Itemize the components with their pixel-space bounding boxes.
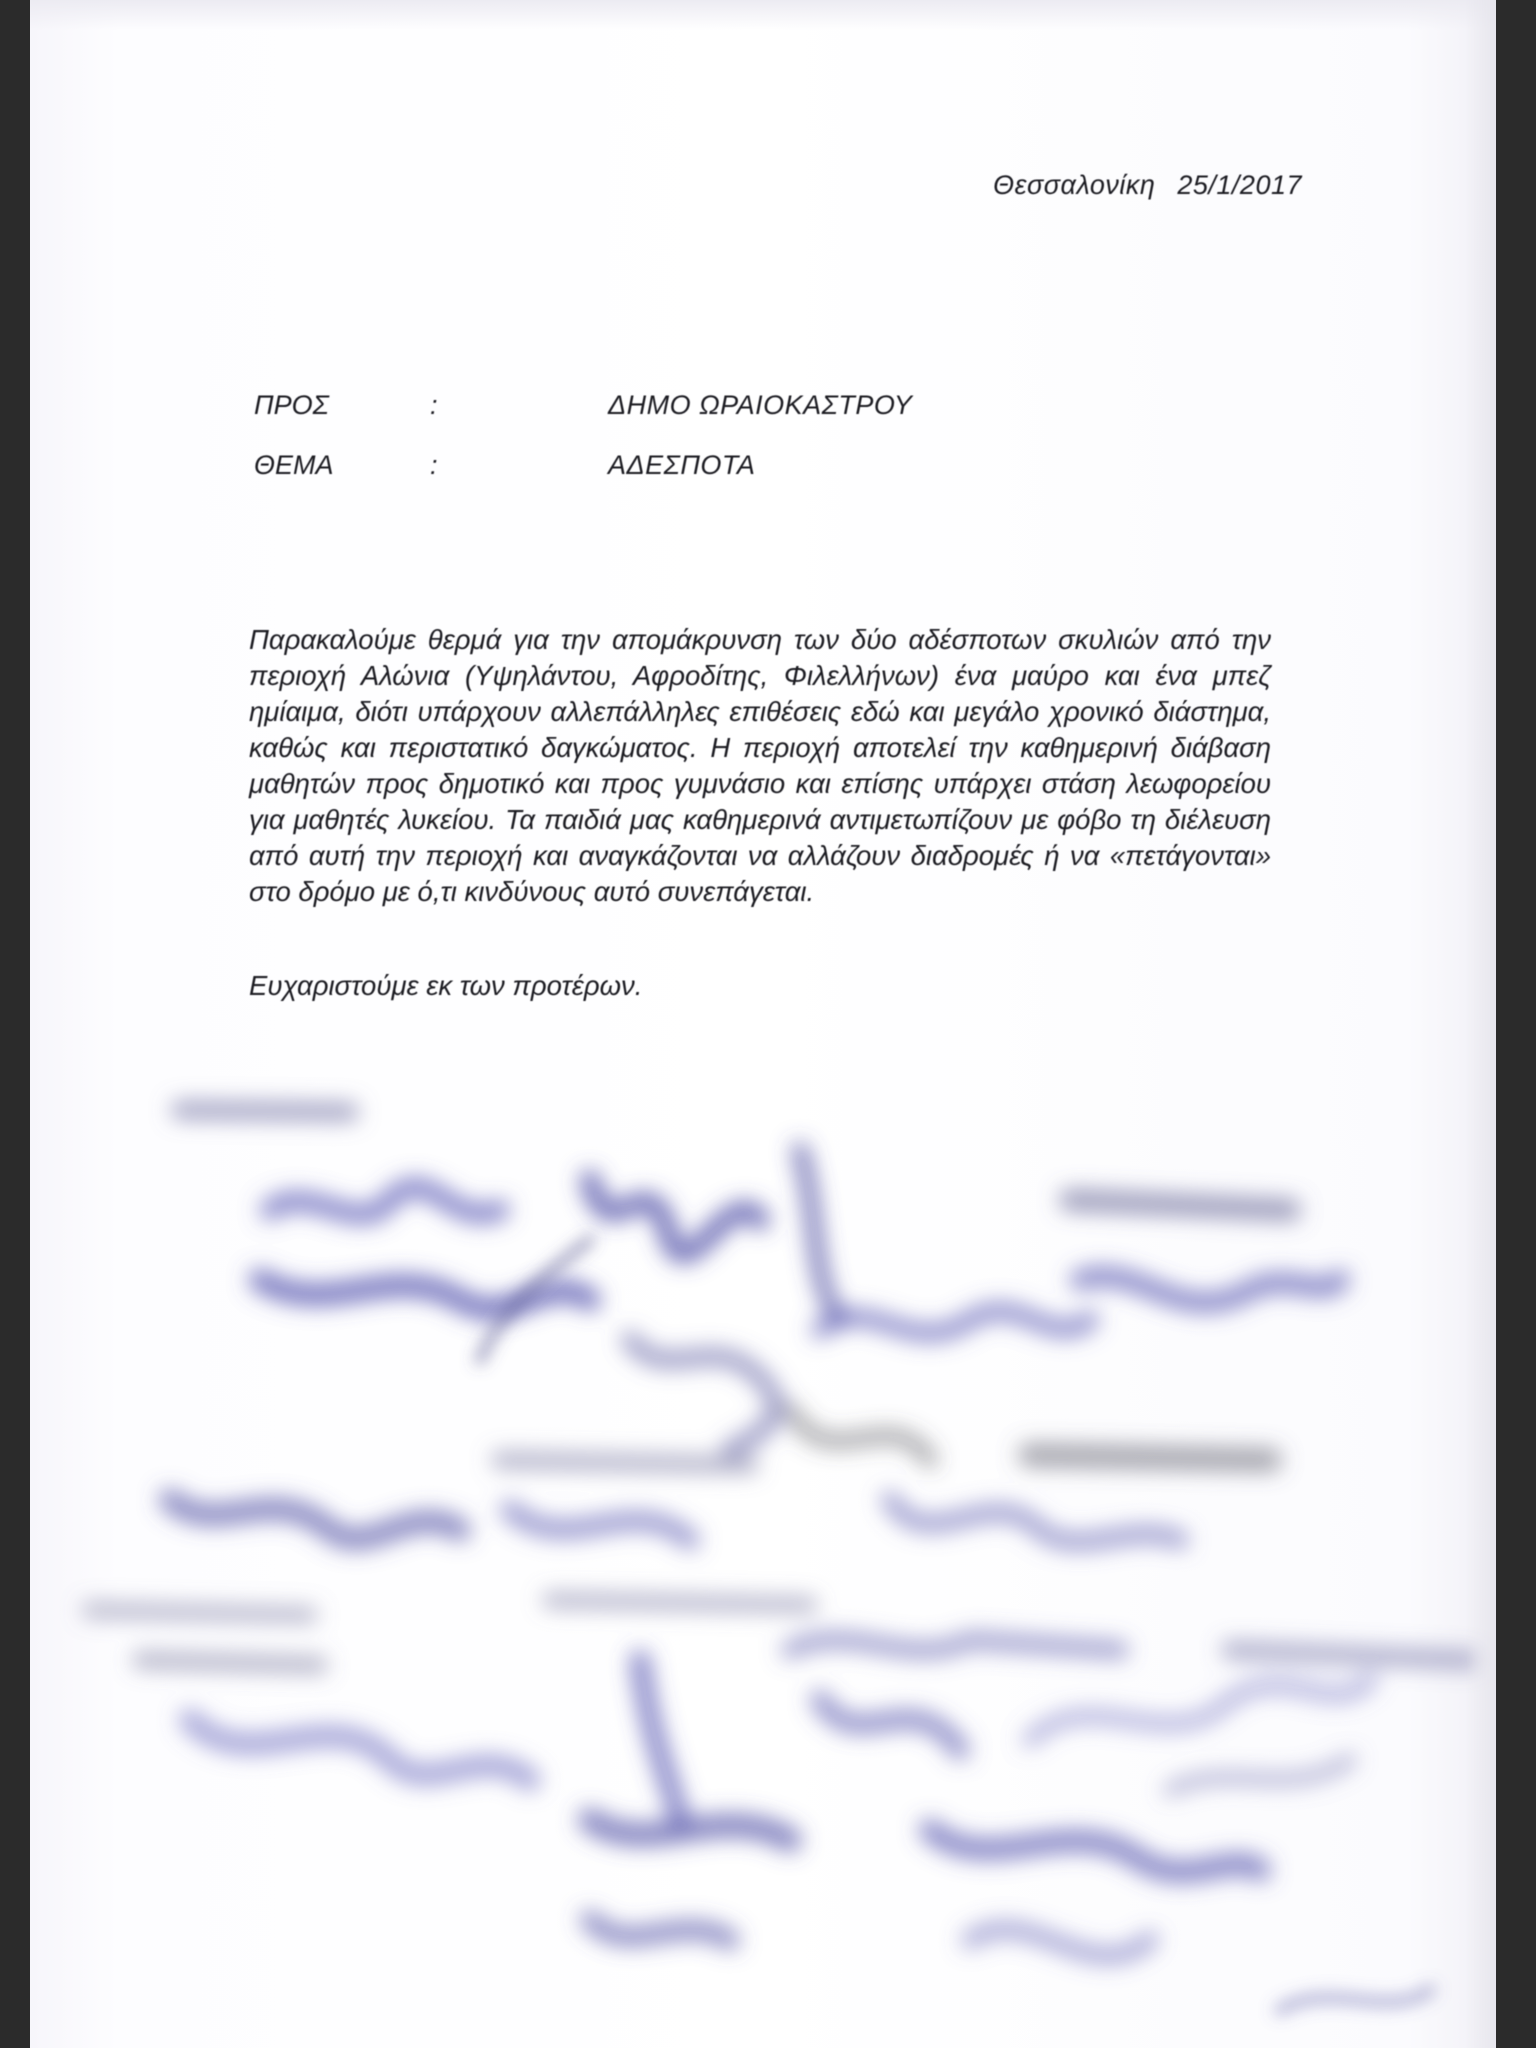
signature-block-6 [630,1340,775,1450]
signature-block-2 [270,1187,500,1214]
signature-block-10 [790,1410,930,1460]
signature-block-21 [190,1720,530,1780]
scan-right-edge [1466,0,1496,2048]
signature-block-22 [640,1660,680,1820]
signature-block-14 [510,1510,690,1540]
blurred-signatures [30,1060,1496,2048]
signature-block-12 [1030,1455,1270,1460]
signature-block-5 [800,1150,840,1320]
subject-value: ΑΔΕΣΠΟΤΑ [608,450,756,480]
recipient-label: ΠΡΟΣ [254,390,329,420]
signature-block-25 [590,1820,790,1840]
closing-line: Ευχαριστούμε εκ των προτέρων. [249,970,643,1001]
signature-block-15 [890,1500,1180,1542]
signature-block-7 [820,1311,1090,1332]
signature-block-27 [590,1920,730,1940]
signature-block-4 [590,1180,760,1253]
signature-block-19 [790,1640,1120,1650]
signature-block-26 [930,1830,1260,1872]
signature-block-1 [180,1110,350,1112]
recipient-colon: : [430,390,438,420]
signature-block-9 [1080,1276,1340,1302]
signature-block-20 [1230,1650,1470,1660]
signature-scribbles [30,1060,1496,2048]
subject-label: ΘΕΜΑ [254,450,334,480]
recipient-value: ΔΗΜΟ ΩΡΑΙΟΚΑΣΤΡΟΥ [608,390,913,420]
signature-stroke-b [1280,1990,1430,2010]
signature-block-24 [1030,1680,1370,1740]
subject-colon: : [430,450,438,480]
date-line [993,170,1302,201]
scan-edge-shadow [30,0,1496,30]
date-text: 25/1/2017 [1177,170,1302,200]
signature-block-29 [1170,1760,1350,1790]
letter-page [30,0,1496,2048]
signature-block-11 [500,1460,750,1465]
signature-block-28 [970,1929,1150,1955]
signature-block-16 [90,1610,310,1615]
signature-block-8 [1070,1200,1290,1210]
signature-block-23 [820,1700,960,1750]
place-text: Θεσσαλονίκη [993,170,1156,200]
signature-block-17 [140,1660,320,1665]
signature-block-13 [170,1500,460,1539]
signature-block-18 [550,1600,810,1605]
body-paragraph: Παρακαλούμε θερμά για την απομάκρυνση των δύο αδέσποτων σκυλιών από την περιοχή Αλώνια (Υψηλάντου, Αφροδίτης, Φιλελλήνων) ένα μαύρο και ένα μπεζ ημίαιμα, διότι υπάρχουν αλλεπάλληλες επιθέσεις εδώ και μεγάλο χρονικό διάστημα, καθώς και περιστατικό δαγκώματος. Η περιοχή αποτελεί την καθημερινή διάβαση μαθητών προς δημοτικό και προς γυμνάσιο και επίσης υπάρχει στάση λεωφορείου για μαθητές λυκείου. Τα παιδιά μας καθημερινά αντιμετωπίζουν με φόβο τη διέλευση από αυτή την περιοχή και αναγκάζονται να αλλάζουν διαδρομές ή να «πετάγονται» στο δρόμο με ό,τι κινδύνους αυτό συνεπάγεται. [249,624,1271,907]
